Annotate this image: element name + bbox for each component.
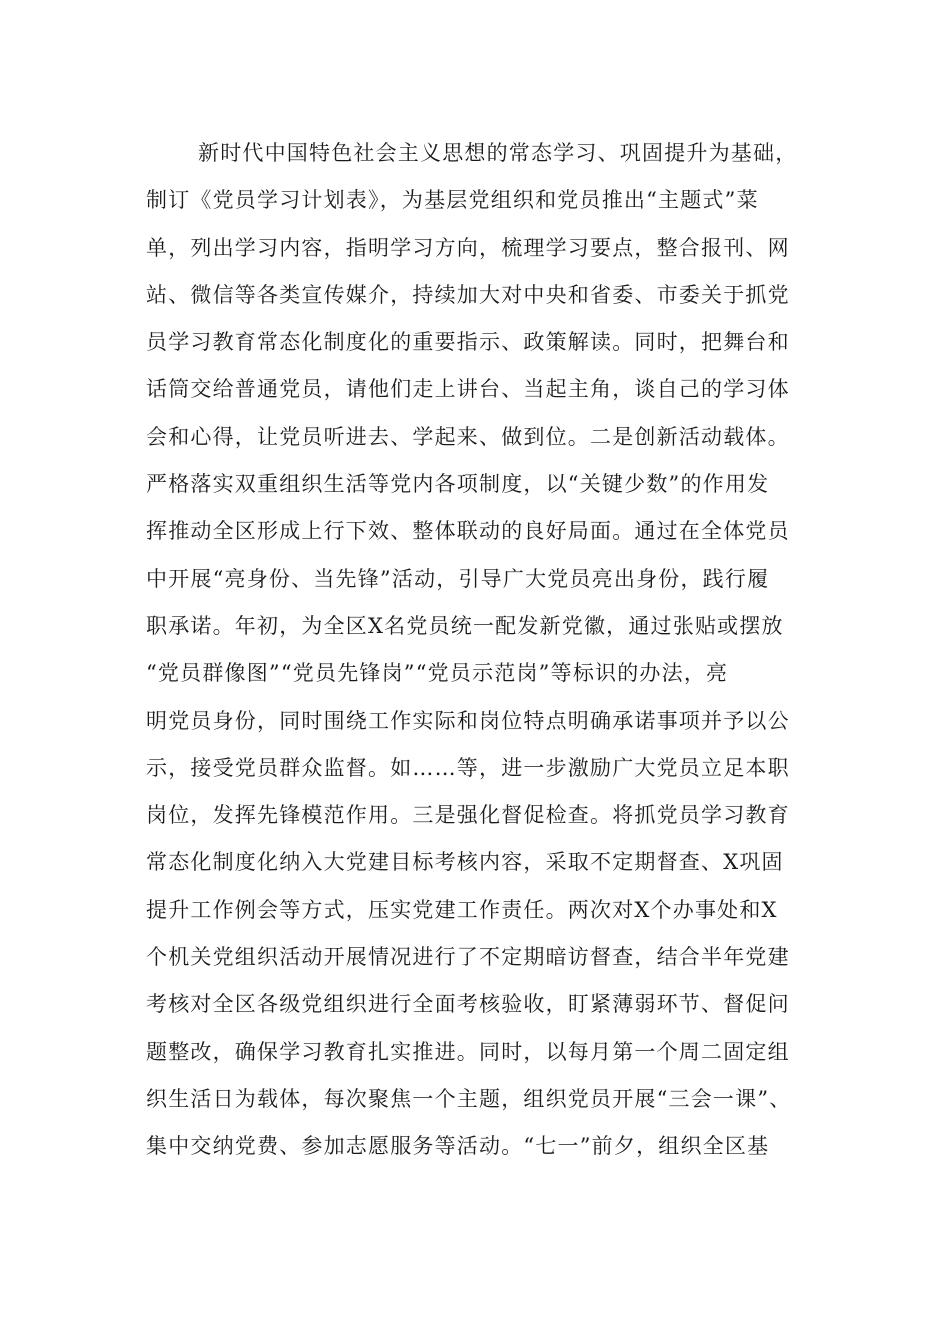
text-line: 制订《党员学习计划表》，为基层党组织和党员推出“主题式”菜 (146, 188, 759, 213)
body-text (146, 130, 826, 1171)
text-line: 明党员身份，同时围绕工作实际和岗位特点明确承诺事项并予以公 (146, 708, 790, 733)
text-line: 职承诺。年初，为全区X名党员统一配发新党徽，通过张贴或摆放 (146, 613, 784, 638)
text-line: 常态化制度化纳入大党建目标考核内容，采取不定期督查、X巩固 (146, 850, 784, 875)
text-line: 集中交纳党费、参加志愿服务等活动。“七一”前夕，组织全区基 (146, 1134, 770, 1159)
text-line: 织生活日为载体，每次聚焦一个主题，组织党员开展“三会一课”、 (146, 1086, 792, 1111)
text-line: 会和心得，让党员听进去、学起来、做到位。二是创新活动载体。 (146, 424, 790, 449)
text-line: 题整改，确保学习教育扎实推进。同时，以每月第一个周二固定组 (146, 1039, 790, 1064)
text-line: 提升工作例会等方式，压实党建工作责任。两次对X个办事处和X (146, 897, 778, 922)
text-line: 个机关党组织活动开展情况进行了不定期暗访督查，结合半年党建 (146, 945, 790, 970)
text-line: 话筒交给普通党员，请他们走上讲台、当起主角，谈自己的学习体 (146, 377, 790, 402)
text-line: 员学习教育常态化制度化的重要指示、政策解读。同时，把舞台和 (146, 330, 790, 355)
text-line: 中开展“亮身份、当先锋”活动，引导广大党员亮出身份，践行履 (146, 566, 770, 591)
text-line: 考核对全区各级党组织进行全面考核验收，盯紧薄弱环节、督促问 (146, 992, 790, 1017)
text-line: 单，列出学习内容，指明学习方向，梳理学习要点，整合报刊、网 (146, 235, 790, 260)
text-line: 新时代中国特色社会主义思想的常态学习、巩固提升为基础， (198, 141, 798, 165)
text-line: 示，接受党员群众监督。如……等，进一步激励广大党员立足本职 (146, 755, 790, 780)
text-line: 挥推动全区形成上行下效、整体联动的良好局面。通过在全体党员 (146, 519, 790, 544)
text-line: 岗位，发挥先锋模范作用。三是强化督促检查。将抓党员学习教育 (146, 803, 790, 828)
text-line: 严格落实双重组织生活等党内各项制度，以“关键少数”的作用发 (146, 472, 770, 497)
text-line: 站、微信等各类宣传媒介，持续加大对中央和省委、市委关于抓党 (146, 282, 790, 307)
text-line: “党员群像图”“党员先锋岗”“党员示范岗”等标识的办法，亮 (146, 661, 729, 686)
